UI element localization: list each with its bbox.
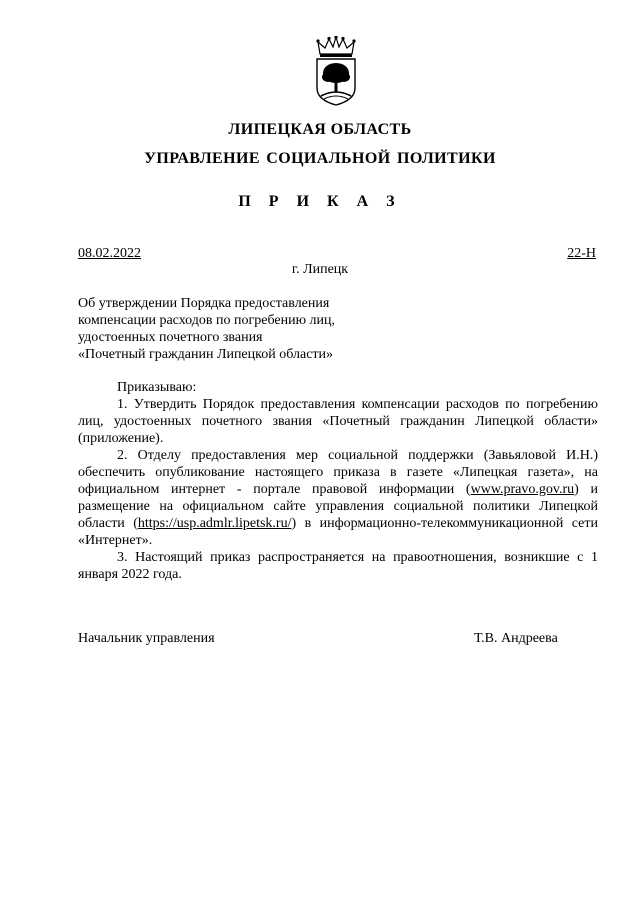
order-item-3: 3. Настоящий приказ распространяется на правоотношения, возникшие с 1 января 2022 года. [78,550,598,582]
subject-line: «Почетный гражданин Липецкой области» [78,347,334,362]
signatory-name: Т.В. Андреева [474,631,558,646]
signatory-title: Начальник управления [78,631,215,646]
document-city: г. Липецк [291,262,349,277]
document-number: 22-Н [567,246,596,261]
document-subject [78,295,398,363]
document-date: 08.02.2022 [78,246,141,261]
document-body [78,379,598,583]
document-type: П Р И К А З [238,193,402,210]
region-name: ЛИПЕЦКАЯ ОБЛАСТЬ [228,121,412,138]
order-item-2-text: 2. Отделу предоставления мер социальной поддержки (Завьяловой И.Н.) обеспечить опубликование настоящего приказа в газете «Липецкая газета», на официальном интернет - портале правовой информации ( [78,448,598,497]
usp-site-link[interactable]: https://usp.admlr.lipetsk.ru/ [137,516,292,531]
subject-line: компенсации расходов по погребению лиц, [78,313,336,328]
subject-line: удостоенных почетного звания [78,330,263,345]
pravo-gov-link[interactable]: www.pravo.gov.ru [470,482,575,497]
order-item-2-text: ) и размещение на официальном сайте управления социальной политики Липецкой области ( [78,482,598,531]
subject-line: Об утверждении Порядка предоставления [78,296,330,311]
order-item-1: 1. Утвердить Порядок предоставления компенсации расходов по погребению лиц, удостоенных почетного звания «Почетный гражданин Липецкой области» (приложение). [78,397,598,446]
coat-of-arms-icon [312,36,360,106]
order-intro: Приказываю: [117,380,197,395]
order-item-2 [78,447,598,549]
department-name: УПРАВЛЕНИЕ СОЦИАЛЬНОЙ ПОЛИТИКИ [144,150,496,167]
order-item-2-text: ) в информационно-телекоммуникационной сети «Интернет». [78,516,598,548]
